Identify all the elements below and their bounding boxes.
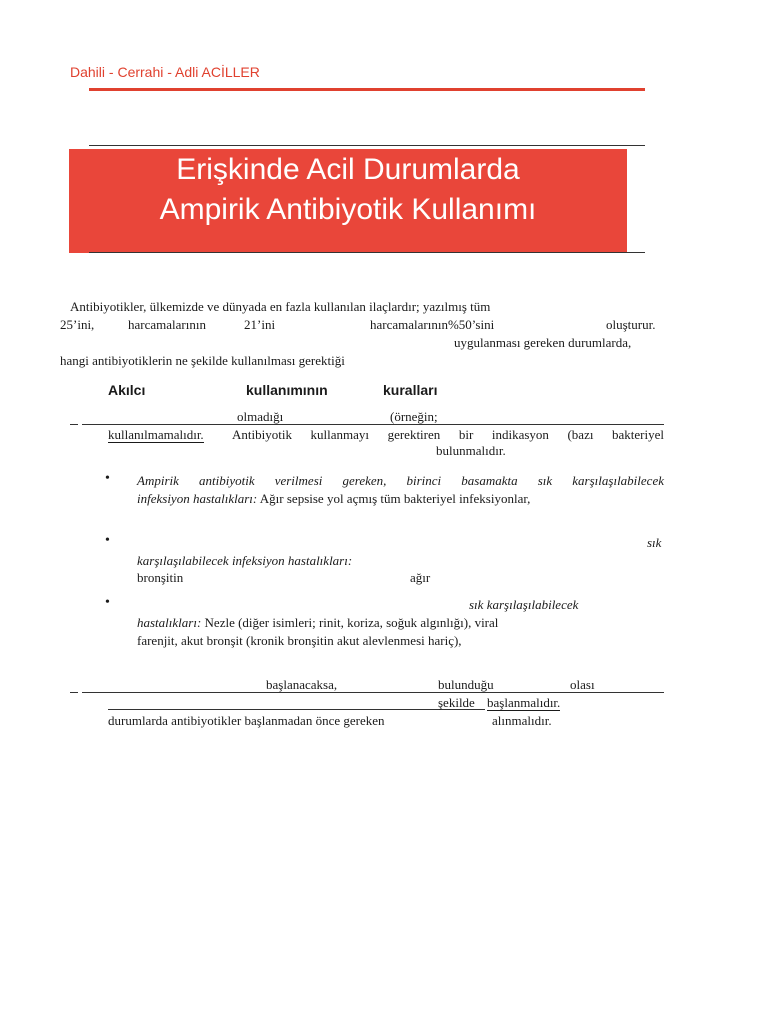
rule2-line2-underline [108,709,485,710]
bullet3-rest: Nezle (diğer isimleri; rinit, koriza, soğuk algınlığı), viral [204,615,499,630]
rules-heading-word-1: Akılcı [108,382,146,398]
bullet1-line-2 [137,491,530,507]
title-top-rule [89,145,645,146]
rules-heading-word-2: kullanımının [246,382,328,398]
rule2-word-5-wrap [487,695,560,711]
intro-word-1: 25’ini, [60,317,95,332]
rule1-dash [70,424,78,425]
document-header: Dahili - Cerrahi - Adli ACİLLER [70,64,260,80]
intro-word-4: harcamalarının%50’sini [370,317,495,332]
intro-line-3: uygulanması gereken durumlarda, [454,335,632,350]
title-line-1: Erişkinde Acil Durumlarda [176,153,520,186]
intro-line-4: hangi antibiyotiklerin ne şekilde kullanılması gerektiği [60,353,345,368]
bullet2-word-2: ağır [410,570,431,585]
bullet1-italic-line-2: infeksiyon hastalıkları: [137,491,258,506]
intro-word-2: harcamalarının [128,317,206,332]
bullet-dot-icon: • [105,533,110,548]
rule1-underlined: kullanılmamalıdır. [108,427,204,442]
title-box [69,149,627,253]
rule2-word-5: başlanmalıdır. [487,695,561,710]
rule2-line-3a: durumlarda antibiyotikler başlanmadan önce gereken [108,713,385,728]
bullet3-italic-start: hastalıkları: [137,615,202,630]
rule2-word-4: şekilde [438,695,475,710]
rule2-word-1: başlanacaksa, [266,677,338,692]
bullet1-rest: Ağır sepsise yol açmış tüm bakteriyel infeksiyonlar, [259,491,531,506]
intro-word-3: 21’ini [244,317,276,332]
rule2-word-2: bulunduğu [438,677,494,692]
bullet-dot-icon: • [105,595,110,610]
rule1-word-2: (örneğin; [390,409,438,424]
bullet1-italic-line-1: Ampirik antibiyotik verilmesi gereken, birinci basamakta sık karşılaşılabilecek [137,473,664,488]
intro-word-5: oluşturur. [606,317,656,332]
bullet2-italic-line-2: karşılaşılabilecek infeksiyon hastalıkları: [137,553,353,568]
bullet3-line-3: farenjit, akut bronşit (kronik bronşitin akut alevlenmesi hariç), [137,633,462,648]
bullet2-word-1: bronşitin [137,570,184,585]
header-rule [89,88,645,91]
rule1-line-2: Antibiyotik kullanmayı gerektiren bir indikasyon (bazı bakteriyel [232,427,664,442]
rule2-line-3b: alınmalıdır. [492,713,552,728]
rule2-word-3: olası [570,677,595,692]
rules-heading-word-3: kuralları [383,382,438,398]
rule2-dash [70,692,78,693]
title-line-2: Ampirik Antibiyotik Kullanımı [159,193,537,226]
rule1-word-1: olmadığı [237,409,284,424]
bullet3-line-2 [137,615,498,631]
bullet-dot-icon: • [105,471,110,486]
intro-line-1: Antibiyotikler, ülkemizde ve dünyada en fazla kullanılan ilaçlardır; yazılmış tüm [70,299,491,314]
rule1-underlined-text [108,427,204,443]
bullet3-italic-right: sık karşılaşılabilecek [469,597,579,612]
title-bottom-rule [89,252,645,253]
bullet2-italic-right: sık [647,535,662,550]
rule1-underline [82,424,664,425]
rule1-line-3: bulunmalıdır. [436,443,506,458]
